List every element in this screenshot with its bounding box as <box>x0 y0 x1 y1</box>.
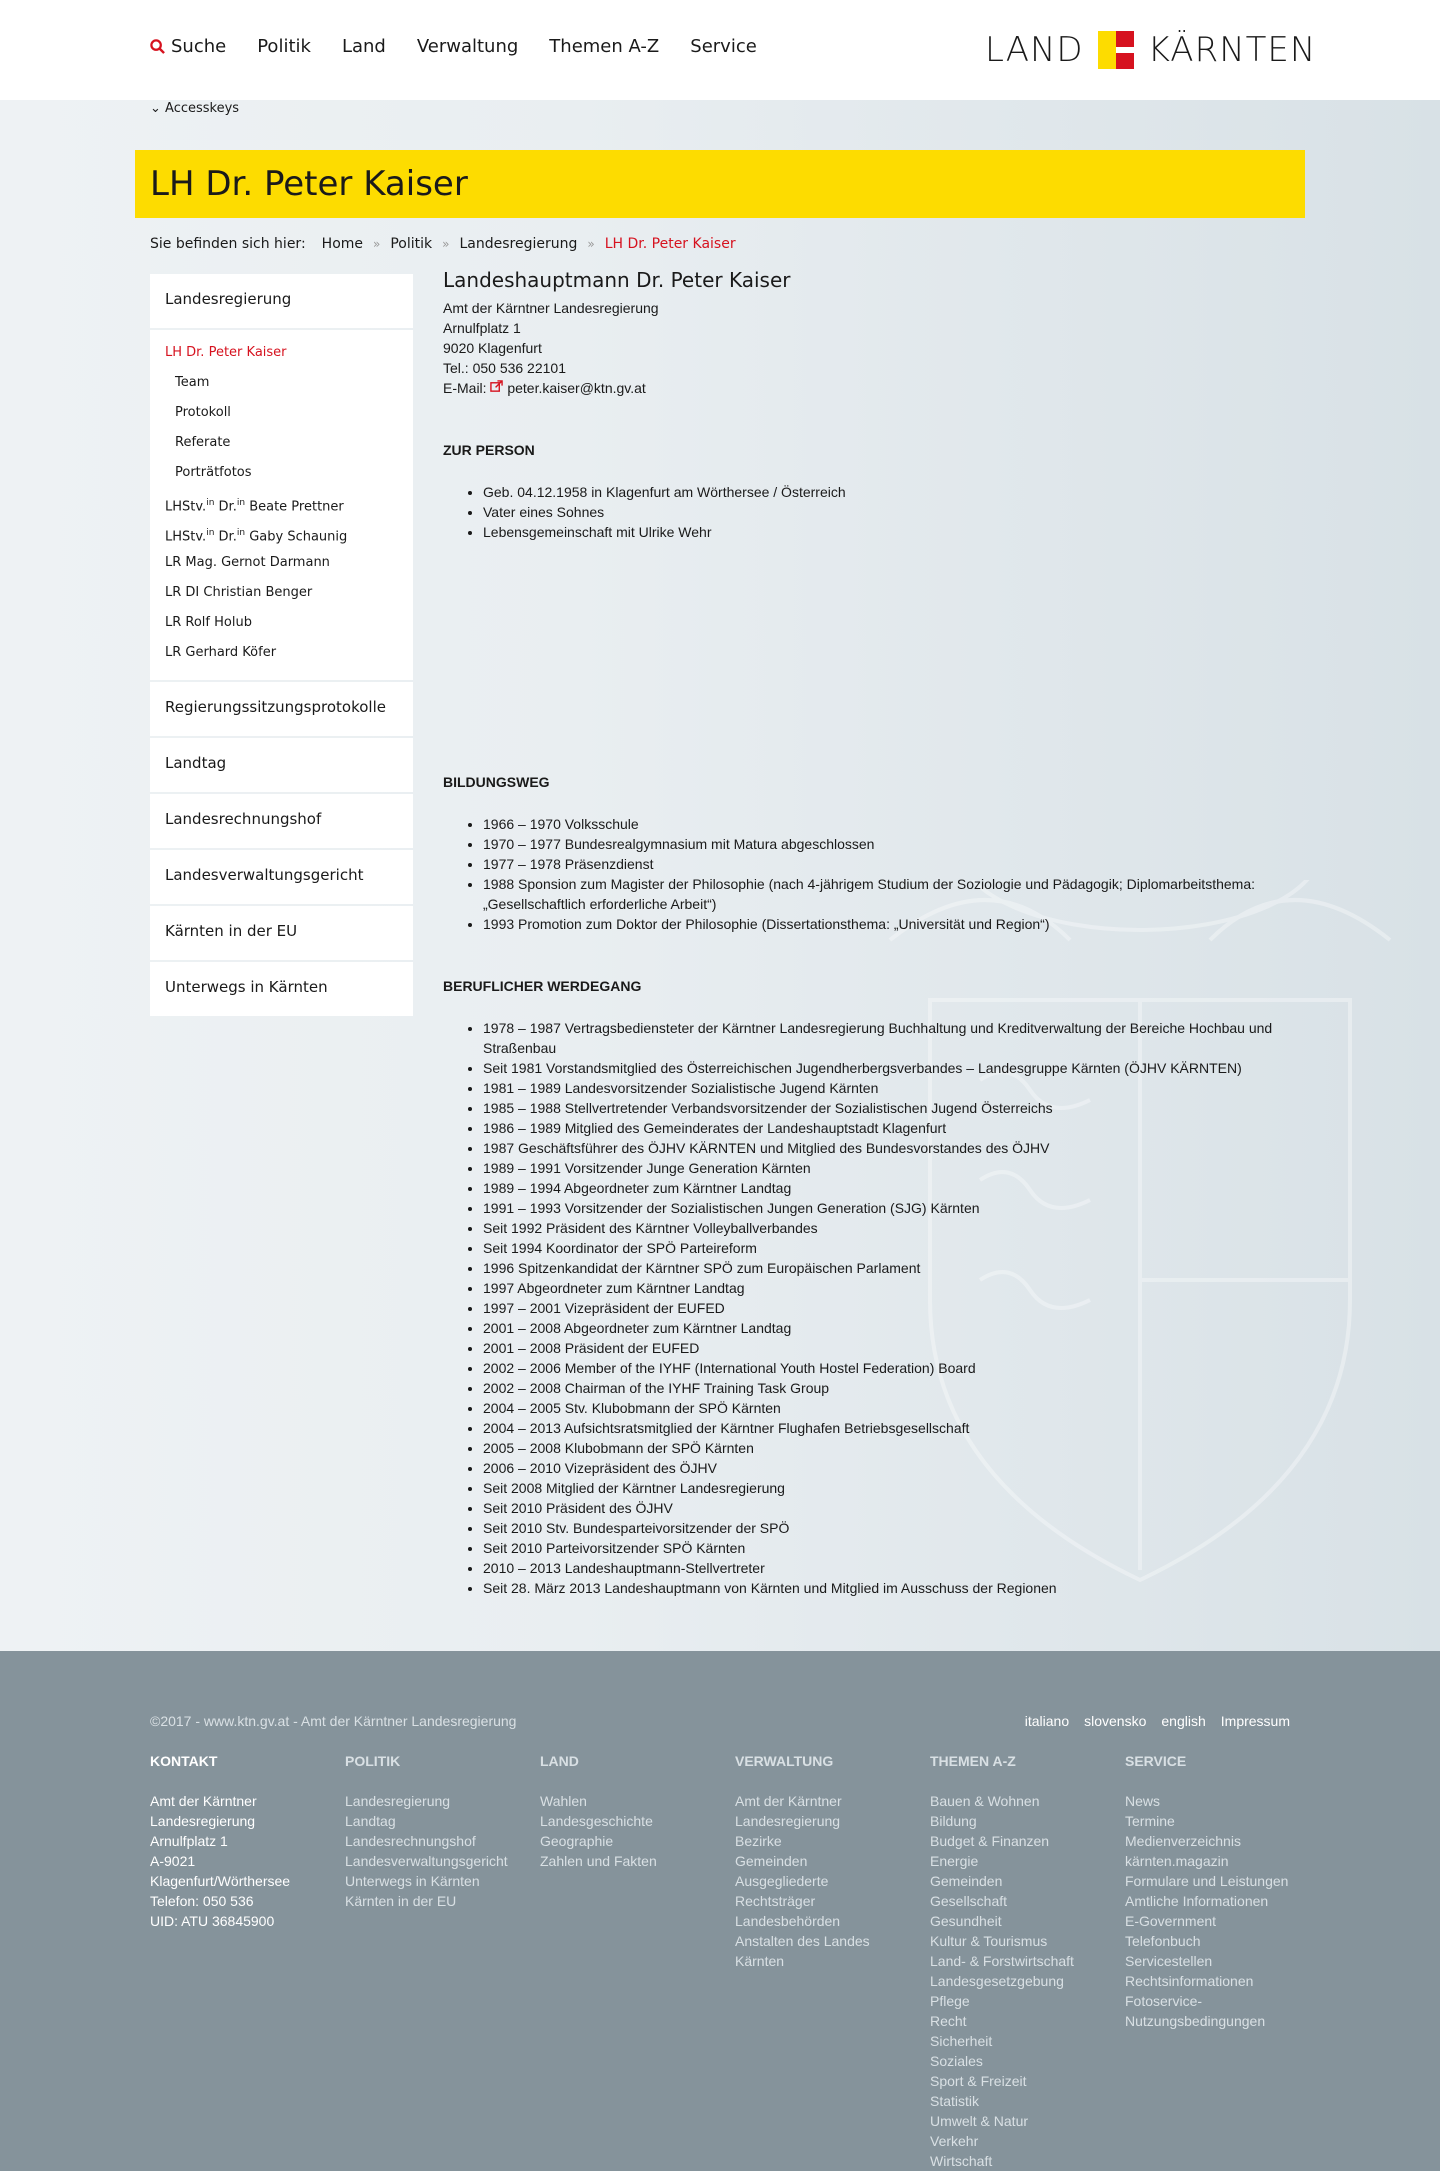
list-item: • Seit 1981 Vorstandsmitglied des Österreichischen Jugendherbergsverbandes – Landesgruppe Kärnten (ÖJHV KÄRNTEN) <box>483 1058 1293 1078</box>
footer-link[interactable]: Unterwegs in Kärnten <box>345 1873 480 1889</box>
list-item: • Seit 2010 Stv. Bundesparteivorsitzender der SPÖ <box>483 1518 1293 1538</box>
sidebar-section-landesregierung <box>150 274 413 328</box>
sidebar-item-prettner[interactable] <box>150 488 413 518</box>
footer-link[interactable]: Gesellschaft <box>930 1893 1008 1909</box>
footer-col-verwaltung <box>735 1751 925 1971</box>
breadcrumb-politik[interactable]: Politik <box>390 236 433 252</box>
footer-col-themen <box>930 1751 1120 2171</box>
footer-link[interactable]: Wirtschaft <box>930 2153 993 2169</box>
footer-link[interactable]: Anstalten des Landes <box>735 1933 870 1949</box>
breadcrumb <box>150 236 736 252</box>
member-title: Dr. <box>214 529 237 545</box>
footer-link[interactable]: Amt der Kärntner <box>735 1793 842 1809</box>
list-item: • 2002 – 2008 Chairman of the IYHF Training Task Group <box>483 1378 1293 1398</box>
logo-text-left: LAND <box>985 30 1084 70</box>
sidebar-item-landtag[interactable]: Landtag <box>165 754 227 772</box>
footer-link[interactable]: Landesverwaltungsgericht <box>345 1853 508 1869</box>
list-item: • Geb. 04.12.1958 in Klagenfurt am Wörthersee / Österreich <box>483 482 1293 502</box>
footer-link[interactable]: Soziales <box>930 2053 983 2069</box>
address-line: Arnulfplatz 1 <box>443 320 521 336</box>
footer-link[interactable]: Wahlen <box>540 1793 587 1809</box>
list-item: • 2001 – 2008 Abgeordneter zum Kärntner Landtag <box>483 1318 1293 1338</box>
member-sup: in <box>206 498 215 508</box>
list-item: • Seit 2010 Präsident des ÖJHV <box>483 1498 1293 1518</box>
member-sup: in <box>236 528 246 538</box>
list-item: • 2004 – 2005 Stv. Klubobmann der SPÖ Kärnten <box>483 1398 1293 1418</box>
sidebar-item-landesrechnungshof[interactable]: Landesrechnungshof <box>165 810 322 828</box>
list-item: • 2004 – 2013 Aufsichtsratsmitglied der Kärntner Flughafen Betriebsgesellschaft <box>483 1418 1293 1438</box>
footer-link[interactable]: Budget & Finanzen <box>930 1833 1050 1849</box>
footer-link[interactable]: Telefonbuch <box>1125 1933 1201 1949</box>
footer-link[interactable]: Landesgesetzgebung <box>930 1973 1064 1989</box>
sidebar-item-kaernten-eu[interactable]: Kärnten in der EU <box>165 922 298 940</box>
member-name: Gaby Schaunig <box>245 529 348 545</box>
person-list <box>443 482 1293 542</box>
footer-link[interactable]: E-Government <box>1125 1913 1217 1929</box>
footer-link[interactable]: Landesgeschichte <box>540 1813 653 1829</box>
list-item: • 2001 – 2008 Präsident der EUFED <box>483 1338 1293 1358</box>
list-item: • 1966 – 1970 Volksschule <box>483 814 1293 834</box>
breadcrumb-home[interactable]: Home <box>321 236 364 252</box>
external-link-icon <box>490 380 503 393</box>
footer-link[interactable]: Nutzungsbedingungen <box>1125 2013 1266 2029</box>
list-item: • 1997 – 2001 Vizepräsident der EUFED <box>483 1298 1293 1318</box>
sidebar-submenu <box>150 330 413 680</box>
footer-contact-line: Landesregierung <box>150 1813 256 1829</box>
list-item: • 1996 Spitzenkandidat der Kärntner SPÖ zum Europäischen Parlament <box>483 1258 1293 1278</box>
education-list <box>443 814 1293 934</box>
address-line: Amt der Kärntner Landesregierung <box>443 300 659 316</box>
list-item: • 1978 – 1987 Vertragsbediensteter der Kärntner Landesregierung Buchhaltung und Kreditverwaltung der Bereiche Hochbau und Straßenbau <box>483 1018 1293 1058</box>
logo-mark-icon <box>1098 31 1134 69</box>
member-prefix: LHStv. <box>165 499 207 515</box>
chevron-right-icon: » <box>442 237 450 251</box>
footer-link[interactable]: Amtliche Informationen <box>1125 1893 1269 1909</box>
sidebar-item-referate[interactable]: Referate <box>175 435 231 450</box>
member-sup: in <box>236 498 246 508</box>
sidebar-item-holub[interactable]: LR Rolf Holub <box>165 615 252 630</box>
list-item: • 1981 – 1989 Landesvorsitzender Sozialistische Jugend Kärnten <box>483 1078 1293 1098</box>
list-item: • 1997 Abgeordneter zum Kärntner Landtag <box>483 1278 1293 1298</box>
footer-link[interactable]: Ausgegliederte <box>735 1873 829 1889</box>
sidebar-item-unterwegs[interactable]: Unterwegs in Kärnten <box>165 978 328 996</box>
nav-item-politik[interactable]: Politik <box>257 36 311 57</box>
impressum-link[interactable]: Impressum <box>1220 1713 1290 1729</box>
main-nav <box>150 36 757 57</box>
sidebar-item-protokoll[interactable]: Protokoll <box>175 405 231 420</box>
nav-item-land[interactable]: Land <box>341 36 386 57</box>
footer-col-title: SERVICE <box>1125 1753 1187 1769</box>
lang-slovensko[interactable]: slovensko <box>1084 1713 1147 1729</box>
footer <box>0 1651 1440 2171</box>
footer-link[interactable]: Statistik <box>930 2093 980 2109</box>
sidebar-item-landesregierung[interactable]: Landesregierung <box>165 290 292 308</box>
content-heading: Landeshauptmann Dr. Peter Kaiser <box>443 268 791 292</box>
list-item: • Lebensgemeinschaft mit Ulrike Wehr <box>483 522 1293 542</box>
footer-link[interactable]: Bildung <box>930 1813 977 1829</box>
chevron-right-icon: » <box>373 237 381 251</box>
chevron-right-icon: » <box>587 237 595 251</box>
member-sup: in <box>206 528 215 538</box>
main-content <box>443 270 1293 1598</box>
footer-link[interactable]: Medienverzeichnis <box>1125 1833 1241 1849</box>
footer-link[interactable]: Bauen & Wohnen <box>930 1793 1040 1809</box>
footer-col-title: LAND <box>540 1753 579 1769</box>
footer-link[interactable]: Umwelt & Natur <box>930 2113 1029 2129</box>
footer-col-politik <box>345 1751 535 1911</box>
list-item: • Seit 1994 Koordinator der SPÖ Parteireform <box>483 1238 1293 1258</box>
footer-link[interactable]: Servicestellen <box>1125 1953 1213 1969</box>
footer-link[interactable]: Zahlen und Fakten <box>540 1853 657 1869</box>
footer-link[interactable]: Landesbehörden <box>735 1913 841 1929</box>
footer-contact-line: Klagenfurt/Wörthersee <box>150 1873 291 1889</box>
sidebar-item-portraetfotos[interactable]: Porträtfotos <box>175 465 252 480</box>
email-link[interactable]: peter.kaiser@ktn.gv.at <box>507 380 646 396</box>
footer-language-links <box>1025 1713 1290 1729</box>
footer-contact-line: UID: ATU 36845900 <box>150 1913 275 1929</box>
footer-link[interactable]: Energie <box>930 1853 979 1869</box>
email-label: E-Mail: <box>443 380 487 396</box>
address-line: Tel.: 050 536 22101 <box>443 360 566 376</box>
list-item: • 2006 – 2010 Vizepräsident des ÖJHV <box>483 1458 1293 1478</box>
address-block <box>443 298 1293 398</box>
footer-link[interactable]: Pflege <box>930 1993 970 2009</box>
list-item: • 1989 – 1991 Vorsitzender Junge Generation Kärnten <box>483 1158 1293 1178</box>
footer-link[interactable]: Rechtsträger <box>735 1893 816 1909</box>
footer-col-title: THEMEN A-Z <box>930 1753 1016 1769</box>
breadcrumb-label: Sie befinden sich hier: <box>150 236 306 252</box>
list-item: • Seit 1992 Präsident des Kärntner Volleyballverbandes <box>483 1218 1293 1238</box>
footer-link[interactable]: Land- & Forstwirtschaft <box>930 1953 1074 1969</box>
list-item: • 1993 Promotion zum Doktor der Philosophie (Dissertationsthema: „Universität und Region“) <box>483 914 1293 934</box>
member-prefix: LHStv. <box>165 529 207 545</box>
sidebar-item-koefer[interactable]: LR Gerhard Köfer <box>165 645 277 660</box>
email-row <box>443 378 1293 398</box>
footer-link[interactable]: Formulare und Leistungen <box>1125 1873 1289 1889</box>
accesskeys-toggle[interactable] <box>150 101 239 116</box>
footer-contact-line: Telefon: 050 536 <box>150 1893 254 1909</box>
footer-link[interactable]: Rechtsinformationen <box>1125 1973 1254 1989</box>
sidebar-item-team[interactable]: Team <box>175 375 210 390</box>
footer-link[interactable]: Termine <box>1125 1813 1175 1829</box>
footer-col-title: KONTAKT <box>150 1753 218 1769</box>
footer-link[interactable]: Sport & Freizeit <box>930 2073 1027 2089</box>
sidebar-item-kaiser[interactable]: LH Dr. Peter Kaiser <box>165 345 287 360</box>
list-item: • 1987 Geschäftsführer des ÖJHV KÄRNTEN und Mitglied des Bundesvorstandes des ÖJHV <box>483 1138 1293 1158</box>
footer-link[interactable]: Kärnten <box>735 1953 785 1969</box>
logo[interactable] <box>985 30 1316 70</box>
footer-link[interactable]: Geographie <box>540 1833 614 1849</box>
list-item: • Vater eines Sohnes <box>483 502 1293 522</box>
list-item: • 1986 – 1989 Mitglied des Gemeinderates der Landeshauptstadt Klagenfurt <box>483 1118 1293 1138</box>
breadcrumb-current: LH Dr. Peter Kaiser <box>604 236 736 252</box>
list-item: • 2002 – 2006 Member of the IYHF (International Youth Hostel Federation) Board <box>483 1358 1293 1378</box>
footer-col-title: VERWALTUNG <box>735 1753 834 1769</box>
footer-link[interactable]: Gesundheit <box>930 1913 1002 1929</box>
list-item: • 1977 – 1978 Präsenzdienst <box>483 854 1293 874</box>
footer-link[interactable]: News <box>1125 1793 1161 1809</box>
footer-link[interactable]: Gemeinden <box>930 1873 1003 1889</box>
accesskeys-label: Accesskeys <box>165 101 240 116</box>
lang-english[interactable]: english <box>1161 1713 1206 1729</box>
list-item: • 1988 Sponsion zum Magister der Philosophie (nach 4-jährigem Studium der Soziologie und Pädagogik; Diplomarbeitsthema: „Gesellschaftlich erforderliche Arbeit“) <box>483 874 1293 914</box>
footer-link[interactable]: Verkehr <box>930 2133 979 2149</box>
breadcrumb-landesregierung[interactable]: Landesregierung <box>459 236 578 252</box>
search-icon <box>150 39 165 54</box>
footer-contact-line: A-9021 <box>150 1853 196 1869</box>
nav-item-service[interactable]: Service <box>690 36 757 57</box>
section-title-werdegang: BERUFLICHER WERDEGANG <box>443 978 642 994</box>
nav-item-themen[interactable]: Themen A-Z <box>549 36 660 57</box>
footer-link[interactable]: Recht <box>930 2013 967 2029</box>
footer-link[interactable]: Landesrechnungshof <box>345 1833 476 1849</box>
section-title-bildungsweg: BILDUNGSWEG <box>443 774 550 790</box>
list-item: • Seit 2008 Mitglied der Kärntner Landesregierung <box>483 1478 1293 1498</box>
footer-link[interactable]: Bezirke <box>735 1833 782 1849</box>
footer-link[interactable]: Kultur & Tourismus <box>930 1933 1048 1949</box>
page-title: LH Dr. Peter Kaiser <box>150 164 468 204</box>
section-title-person: ZUR PERSON <box>443 442 535 458</box>
header <box>0 0 1440 100</box>
list-item: • Seit 2010 Parteivorsitzender SPÖ Kärnten <box>483 1538 1293 1558</box>
footer-link[interactable]: Gemeinden <box>735 1853 808 1869</box>
address-line: 9020 Klagenfurt <box>443 340 542 356</box>
footer-link[interactable]: kärnten.magazin <box>1125 1853 1229 1869</box>
search-link[interactable] <box>150 36 226 57</box>
footer-link[interactable]: Kärnten in der EU <box>345 1893 457 1909</box>
logo-text-right: KÄRNTEN <box>1147 30 1317 70</box>
sidebar-item-benger[interactable]: LR DI Christian Benger <box>165 585 313 600</box>
member-title: Dr. <box>214 499 237 515</box>
footer-link[interactable]: Sicherheit <box>930 2033 993 2049</box>
footer-link[interactable]: Landtag <box>345 1813 396 1829</box>
lang-italiano[interactable]: italiano <box>1024 1713 1070 1729</box>
footer-col-service <box>1125 1751 1315 2031</box>
career-list <box>443 1018 1293 1598</box>
list-item: • 1985 – 1988 Stellvertretender Verbandsvorsitzender der Sozialistischen Jugend Österreichs <box>483 1098 1293 1118</box>
chevron-down-icon: ⌄ <box>150 101 161 116</box>
footer-link[interactable]: Fotoservice- <box>1125 1993 1203 2009</box>
footer-col-title: POLITIK <box>345 1753 401 1769</box>
sidebar-item-regierungssitzungsprotokolle[interactable]: Regierungssitzungsprotokolle <box>165 698 386 716</box>
list-item: • 2010 – 2013 Landeshauptmann-Stellvertreter <box>483 1558 1293 1578</box>
footer-link[interactable]: Landesregierung <box>735 1813 841 1829</box>
footer-col-kontakt <box>150 1751 340 1931</box>
footer-contact-line: Amt der Kärntner <box>150 1793 257 1809</box>
member-name: Beate Prettner <box>245 499 344 515</box>
search-label: Suche <box>171 36 227 57</box>
list-item: • 1970 – 1977 Bundesrealgymnasium mit Matura abgeschlossen <box>483 834 1293 854</box>
list-item: • 2005 – 2008 Klubobmann der SPÖ Kärnten <box>483 1438 1293 1458</box>
sidebar-item-landesverwaltungsgericht[interactable]: Landesverwaltungsgericht <box>165 866 364 884</box>
sidebar-item-schaunig[interactable] <box>150 518 413 548</box>
sidebar <box>150 274 413 1018</box>
footer-copyright: ©2017 - www.ktn.gv.at - Amt der Kärntner Landesregierung <box>150 1713 517 1729</box>
list-item: • Seit 28. März 2013 Landeshauptmann von Kärnten und Mitglied im Ausschuss der Regionen <box>483 1578 1293 1598</box>
nav-item-verwaltung[interactable]: Verwaltung <box>416 36 519 57</box>
list-item: • 1989 – 1994 Abgeordneter zum Kärntner Landtag <box>483 1178 1293 1198</box>
footer-col-land <box>540 1751 730 1871</box>
footer-contact-line: Arnulfplatz 1 <box>150 1833 228 1849</box>
page-title-bar <box>135 150 1305 218</box>
list-item: • 1991 – 1993 Vorsitzender der Sozialistischen Jungen Generation (SJG) Kärnten <box>483 1198 1293 1218</box>
footer-link[interactable]: Landesregierung <box>345 1793 451 1809</box>
sidebar-item-darmann[interactable]: LR Mag. Gernot Darmann <box>165 555 330 570</box>
